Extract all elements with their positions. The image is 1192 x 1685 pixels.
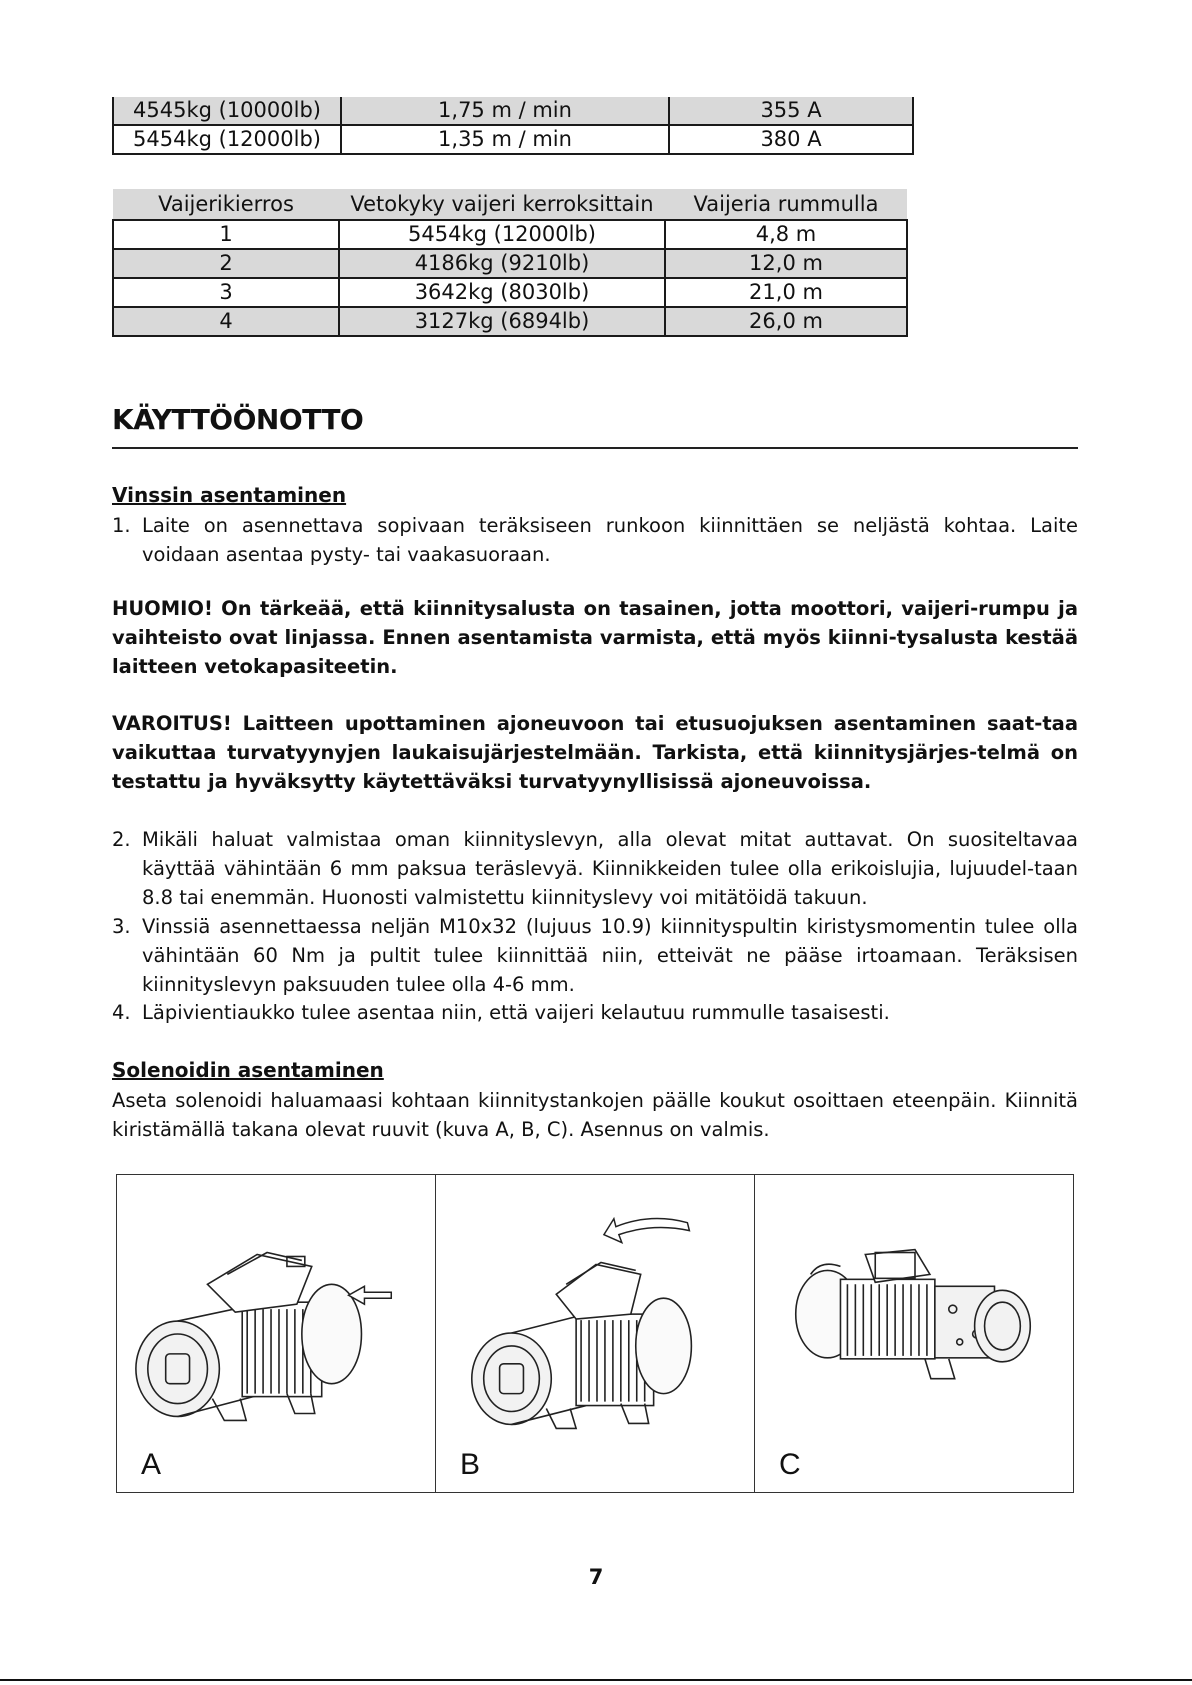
table-cell: 21,0 m — [665, 278, 907, 307]
figure-label: C — [779, 1448, 801, 1481]
winch-install-title: Vinssin asentaminen — [112, 483, 347, 507]
list-item — [112, 511, 1078, 569]
table-row — [113, 307, 907, 336]
list-number: 2. — [112, 828, 131, 851]
list-number: 3. — [112, 915, 131, 938]
warning-paragraph: VAROITUS! Laitteen upottaminen ajoneuvoon tai etusuojuksen asentaminen saat-taa vaikuttaa turvatyynyjen laukaisujärjestelmään. Tarkista, että kiinnitysjärjes-telmä on testattu ja hyväksytty käytettäväksi turvatyynyllisissä ajoneuvoissa. — [112, 712, 1078, 793]
solenoid-paragraph: Aseta solenoidi haluamaasi kohtaan kiinnitystankojen päälle koukut osoittaen eteenpäin. Kiinnitä kiristämällä takana olevat ruuvit (kuva A, B, C). Asennus on valmis. — [112, 1089, 1078, 1141]
section-heading: KÄYTTÖÖNOTTO — [112, 403, 364, 436]
figure-row — [116, 1174, 1074, 1493]
table-cell: 5454kg (12000lb) — [113, 125, 341, 154]
table-cell: 4,8 m — [665, 220, 907, 249]
note-paragraph: HUOMIO! On tärkeää, että kiinnitysalusta on tasainen, jotta moottori, vaijeri-rumpu ja vaihteisto ovat linjassa. Ennen asentamista varmista, että myös kiinni-tysalusta kestää laitteen vetokapasiteetin. — [112, 597, 1078, 678]
list-text: Laite on asennettava sopivaan teräksiseen runkoon kiinnittäen se neljästä kohtaa. Laite voidaan asentaa pysty- tai vaakasuoraan. — [142, 514, 1078, 566]
table-cell: 4186kg (9210lb) — [339, 249, 665, 278]
table-row — [113, 249, 907, 278]
table-row — [113, 97, 913, 125]
column-header: Vaijerikierros — [113, 189, 339, 220]
list-text: Mikäli haluat valmistaa oman kiinnityslevyn, alla olevat mitat auttavat. On suositeltavaa käyttää vähintään 6 mm paksua teräslevyä. Kiinnikkeiden tulee olla erikoislujia, lujuudel-taan 8.8 tai enemmän. Huonosti valmistettu kiinnityslevy voi mitätöidä takuun. — [142, 828, 1078, 909]
list-item — [112, 825, 1078, 912]
heading-divider — [112, 447, 1078, 449]
table-cell: 2 — [113, 249, 339, 278]
table-cell: 12,0 m — [665, 249, 907, 278]
table-cell: 4 — [113, 307, 339, 336]
list-text: Vinssiä asennettaessa neljän M10x32 (lujuus 10.9) kiinnityspultin kiristysmomentin tulee olla vähintään 60 Nm ja pultit tulee kiinnittää niin, etteivät ne pääse irtoamaan. Teräksisen kiinnityslevyn paksuuden tulee olla 4-6 mm. — [142, 915, 1078, 996]
table-row — [113, 220, 907, 249]
table-row — [113, 278, 907, 307]
figure-c — [755, 1175, 1073, 1492]
list-item — [112, 912, 1078, 999]
list-number: 1. — [112, 514, 131, 537]
figure-b — [436, 1175, 755, 1492]
curved-arrow-icon — [436, 1175, 754, 1492]
layer-table — [112, 189, 908, 337]
table-cell: 4545kg (10000lb) — [113, 97, 341, 125]
page-number: 7 — [588, 1565, 604, 1589]
table-cell: 355 A — [669, 97, 913, 125]
table-cell: 1,75 m / min — [341, 97, 669, 125]
table-row — [113, 125, 913, 154]
table-cell: 3 — [113, 278, 339, 307]
table-cell: 380 A — [669, 125, 913, 154]
figure-a — [117, 1175, 436, 1492]
left-arrow-icon — [117, 1175, 435, 1492]
table-cell: 26,0 m — [665, 307, 907, 336]
column-header: Vetokyky vaijeri kerroksittain — [339, 189, 665, 220]
solenoid-install-title: Solenoidin asentaminen — [112, 1058, 384, 1082]
table-header-row — [113, 189, 907, 220]
table-cell: 3127kg (6894lb) — [339, 307, 665, 336]
table-cell: 5454kg (12000lb) — [339, 220, 665, 249]
list-number: 4. — [112, 1001, 131, 1024]
list-text: Läpivientiaukko tulee asentaa niin, että vaijeri kelautuu rummulle tasaisesti. — [142, 1001, 890, 1024]
column-header: Vaijeria rummulla — [665, 189, 907, 220]
table-cell: 1 — [113, 220, 339, 249]
table-cell: 1,35 m / min — [341, 125, 669, 154]
page-bottom-rule — [0, 1679, 1192, 1681]
winch-illustration — [755, 1175, 1073, 1492]
capacity-table — [112, 97, 914, 155]
table-cell: 3642kg (8030lb) — [339, 278, 665, 307]
list-item — [112, 998, 1078, 1027]
figure-label: B — [460, 1448, 481, 1481]
figure-label: A — [141, 1448, 162, 1481]
